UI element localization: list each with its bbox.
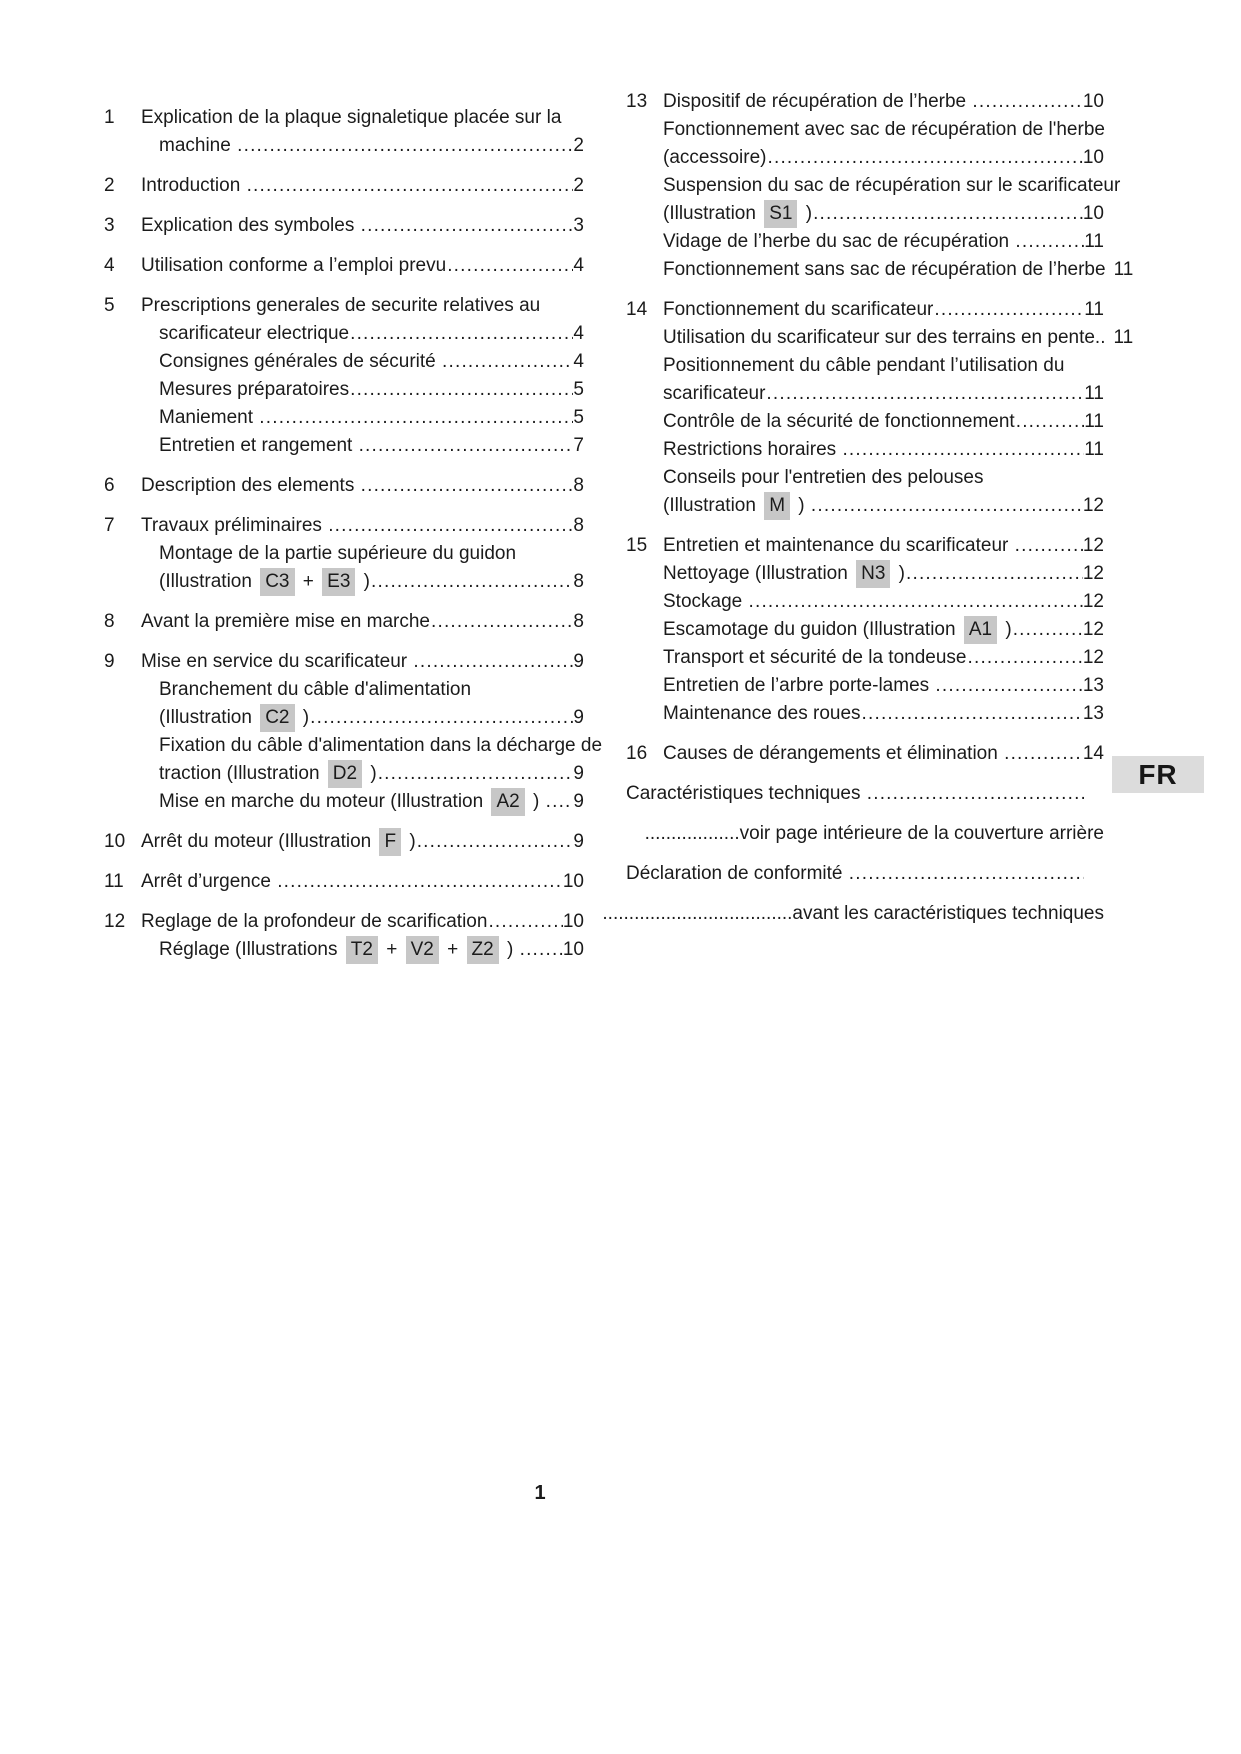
toc-text: Caractéristiques techniques bbox=[626, 783, 866, 804]
toc-line bbox=[663, 700, 1104, 728]
page-ref: 11 bbox=[1084, 439, 1104, 460]
toc-text: Branchement du câble d'alimentation bbox=[159, 679, 472, 700]
toc-text: Contrôle de la sécurité de fonctionnement bbox=[663, 411, 1015, 432]
illustration-chip: A2 bbox=[491, 788, 524, 816]
toc-line bbox=[141, 252, 584, 280]
toc-text: Restrictions horaires bbox=[663, 439, 842, 460]
toc-entry bbox=[104, 104, 584, 160]
toc-line bbox=[663, 380, 1104, 408]
toc-line bbox=[141, 908, 584, 936]
toc-text: Conseils pour l'entretien des pelouses bbox=[663, 467, 984, 488]
page-ref: 13 bbox=[1082, 703, 1104, 724]
leader-dots bbox=[412, 648, 573, 676]
toc-line bbox=[626, 780, 1104, 808]
entry-number: 4 bbox=[104, 255, 115, 276]
toc-line bbox=[141, 104, 584, 132]
toc-text: Causes de dérangements et élimination bbox=[663, 743, 1004, 764]
toc-line bbox=[663, 644, 1104, 672]
toc-line bbox=[663, 324, 1134, 352]
leader-dots bbox=[360, 472, 574, 500]
toc-entry bbox=[626, 860, 1104, 888]
page-ref: 8 bbox=[573, 571, 584, 592]
toc-line bbox=[141, 760, 584, 788]
toc-text: (Illustration bbox=[159, 571, 258, 592]
toc-line bbox=[663, 116, 1104, 144]
toc-line bbox=[663, 616, 1104, 644]
toc-text: (Illustration bbox=[159, 707, 258, 728]
toc-text: Dispositif de récupération de l’herbe bbox=[663, 91, 972, 112]
leader-dots bbox=[358, 432, 574, 460]
leader-dots bbox=[966, 644, 1082, 672]
toc-line bbox=[663, 88, 1104, 116]
illustration-chip: C3 bbox=[260, 568, 294, 596]
toc-line bbox=[663, 436, 1104, 464]
leader-dots bbox=[487, 908, 562, 936]
page-ref: 5 bbox=[573, 379, 584, 400]
leader-dots bbox=[246, 172, 574, 200]
toc-line bbox=[141, 432, 584, 460]
page-ref: 8 bbox=[573, 475, 584, 496]
leader-dots bbox=[441, 348, 573, 376]
leader-dots bbox=[416, 828, 574, 856]
toc-text: + bbox=[441, 939, 464, 960]
entry-number: 14 bbox=[626, 299, 648, 320]
toc-text: ) bbox=[1000, 619, 1012, 640]
page-ref: 4 bbox=[573, 323, 584, 344]
toc-text: scarificateur electrique bbox=[159, 323, 350, 344]
page-ref: 11 bbox=[1084, 299, 1104, 320]
leader-dots bbox=[866, 780, 1084, 808]
leader-dots bbox=[971, 88, 1082, 116]
toc-line bbox=[663, 144, 1104, 172]
leader-dots bbox=[765, 380, 1084, 408]
toc-line bbox=[141, 704, 584, 732]
toc-text: Positionnement du câble pendant l’utilisation du bbox=[663, 355, 1065, 376]
toc-text: Mise en marche du moteur (Illustration bbox=[159, 791, 489, 812]
toc-entry bbox=[104, 292, 584, 460]
toc-line bbox=[141, 472, 584, 500]
toc-text: + bbox=[380, 939, 403, 960]
toc-text: Arrêt d’urgence bbox=[141, 871, 277, 892]
page-ref: 4 bbox=[573, 351, 584, 372]
toc-text: ) bbox=[527, 791, 545, 812]
toc-line bbox=[141, 568, 584, 596]
toc-column-right bbox=[602, 88, 1134, 928]
illustration-chip: S1 bbox=[764, 200, 797, 228]
toc-text: Fonctionnement avec sac de récupération de l'herbe bbox=[663, 119, 1105, 140]
toc-line bbox=[663, 532, 1104, 560]
entry-number: 1 bbox=[104, 107, 115, 128]
illustration-chip: E3 bbox=[322, 568, 355, 596]
toc-line bbox=[141, 936, 584, 964]
page-ref: 12 bbox=[1082, 495, 1104, 516]
page-ref: 8 bbox=[573, 611, 584, 632]
toc-column-left bbox=[104, 104, 603, 964]
leader-dots bbox=[236, 132, 573, 160]
toc-text: Suspension du sac de récupération sur le scarificateur bbox=[663, 175, 1121, 196]
leader-dots bbox=[276, 868, 563, 896]
leader-dots bbox=[519, 936, 563, 964]
leader-dots bbox=[446, 252, 573, 280]
toc-text: Fonctionnement du scarificateur bbox=[663, 299, 934, 320]
page-ref: 10 bbox=[562, 911, 584, 932]
toc-text: ..................voir page intérieure de la couverture arrière bbox=[644, 823, 1104, 844]
toc-line bbox=[663, 200, 1104, 228]
page-ref: 9 bbox=[573, 791, 584, 812]
leader-dots bbox=[766, 144, 1082, 172]
toc-line bbox=[141, 828, 584, 856]
toc-line bbox=[663, 740, 1104, 768]
toc-text: Déclaration de conformité bbox=[626, 863, 848, 884]
illustration-chip: M bbox=[764, 492, 790, 520]
illustration-chip: C2 bbox=[260, 704, 294, 732]
toc-text: Entretien et maintenance du scarificateur bbox=[663, 535, 1014, 556]
toc-text: Stockage bbox=[663, 591, 748, 612]
page-ref: 13 bbox=[1082, 675, 1104, 696]
toc-text: Explication de la plaque signaletique placée sur la bbox=[141, 107, 562, 128]
leader-dots bbox=[841, 436, 1084, 464]
leader-dots bbox=[1012, 616, 1083, 644]
leader-dots bbox=[327, 512, 573, 540]
illustration-chip: T2 bbox=[346, 936, 378, 964]
illustration-chip: Z2 bbox=[467, 936, 499, 964]
toc-line bbox=[663, 296, 1104, 324]
toc-line bbox=[141, 608, 584, 636]
toc-entry bbox=[104, 648, 603, 816]
leader-dots bbox=[309, 704, 573, 732]
toc-entry bbox=[626, 296, 1134, 520]
leader-dots bbox=[258, 404, 573, 432]
toc-entry bbox=[104, 472, 584, 500]
leader-dots bbox=[377, 760, 574, 788]
toc-text: Arrêt du moteur (Illustration bbox=[141, 831, 377, 852]
toc-line bbox=[663, 172, 1121, 200]
entry-number: 11 bbox=[104, 871, 124, 892]
toc-line bbox=[663, 560, 1104, 588]
toc-text: Maniement bbox=[159, 407, 259, 428]
page-ref: 11 bbox=[1084, 383, 1104, 404]
toc-text: machine bbox=[159, 135, 237, 156]
illustration-chip: N3 bbox=[856, 560, 890, 588]
toc-text: traction (Illustration bbox=[159, 763, 325, 784]
toc-line bbox=[141, 292, 584, 320]
leader-dots bbox=[349, 320, 573, 348]
toc-entry bbox=[104, 828, 584, 856]
page-ref: 3 bbox=[573, 215, 584, 236]
toc-text: Explication des symboles bbox=[141, 215, 360, 236]
toc-line bbox=[663, 672, 1104, 700]
toc-entry bbox=[104, 172, 584, 200]
page-ref: 10 bbox=[562, 871, 584, 892]
toc-text: ) bbox=[358, 571, 371, 592]
toc-line bbox=[626, 860, 1104, 888]
toc-text: ) bbox=[793, 495, 810, 516]
toc-text: Avant la première mise en marche bbox=[141, 611, 430, 632]
toc-line bbox=[141, 320, 584, 348]
page-ref: 4 bbox=[573, 255, 584, 276]
toc-line bbox=[141, 676, 584, 704]
page-ref: 11 bbox=[1084, 411, 1104, 432]
entry-number: 16 bbox=[626, 743, 648, 764]
leader-dots bbox=[905, 560, 1083, 588]
toc-text: Nettoyage (Illustration bbox=[663, 563, 854, 584]
toc-text: scarificateur bbox=[663, 383, 766, 404]
leader-dots bbox=[349, 376, 573, 404]
page-ref: 12 bbox=[1082, 647, 1104, 668]
toc-line bbox=[141, 540, 584, 568]
illustration-chip: F bbox=[379, 828, 401, 856]
toc-text: (Illustration bbox=[663, 203, 762, 224]
entry-number: 15 bbox=[626, 535, 648, 556]
leader-dots bbox=[848, 860, 1084, 888]
page-ref: 8 bbox=[573, 515, 584, 536]
toc-entry bbox=[104, 252, 584, 280]
toc-line bbox=[602, 900, 1104, 928]
toc-line bbox=[663, 408, 1104, 436]
leader-dots bbox=[1015, 408, 1085, 436]
leader-dots bbox=[933, 296, 1084, 324]
page-ref: 2 bbox=[573, 135, 584, 156]
toc-text: Vidage de l’herbe du sac de récupération bbox=[663, 231, 1015, 252]
illustration-chip: A1 bbox=[964, 616, 997, 644]
leader-dots bbox=[1003, 740, 1083, 768]
toc-text: Fixation du câble d'alimentation dans la décharge de bbox=[159, 735, 603, 756]
toc-entry bbox=[626, 532, 1104, 728]
toc-entry bbox=[104, 908, 584, 964]
toc-text: ) bbox=[297, 707, 310, 728]
toc-text: Fonctionnement sans sac de récupération de l’herbe bbox=[663, 259, 1106, 280]
toc-line bbox=[141, 376, 584, 404]
page-ref: 2 bbox=[573, 175, 584, 196]
toc-text: Reglage de la profondeur de scarification bbox=[141, 911, 488, 932]
toc-entry bbox=[602, 900, 1104, 928]
toc-line bbox=[141, 868, 584, 896]
page-number: 1 bbox=[534, 1482, 546, 1504]
entry-number: 13 bbox=[626, 91, 648, 112]
leader-dots bbox=[1014, 228, 1084, 256]
language-badge: FR bbox=[1112, 756, 1204, 793]
toc-text: (accessoire) bbox=[663, 147, 767, 168]
leader-dots bbox=[810, 492, 1083, 520]
toc-text: Montage de la partie supérieure du guidon bbox=[159, 543, 517, 564]
leader-dots bbox=[1014, 532, 1083, 560]
toc-entry bbox=[104, 868, 584, 896]
toc-line bbox=[663, 228, 1104, 256]
toc-text: ) bbox=[893, 563, 905, 584]
page-ref: 10 bbox=[1082, 91, 1104, 112]
page-ref: 12 bbox=[1082, 591, 1104, 612]
toc-text: Entretien et rangement bbox=[159, 435, 358, 456]
entry-number: 9 bbox=[104, 651, 115, 672]
page-ref: 5 bbox=[573, 407, 584, 428]
toc-line bbox=[141, 512, 584, 540]
toc-text: Prescriptions generales de securite relatives au bbox=[141, 295, 541, 316]
page-ref: 9 bbox=[573, 763, 584, 784]
toc-text: Utilisation du scarificateur sur des terrains en pente.. bbox=[663, 327, 1106, 348]
toc-text: ) bbox=[800, 203, 813, 224]
toc-line bbox=[141, 648, 584, 676]
entry-number: 12 bbox=[104, 911, 126, 932]
toc-line bbox=[663, 352, 1104, 380]
entry-number: 3 bbox=[104, 215, 115, 236]
leader-dots bbox=[861, 700, 1083, 728]
toc-text: Maintenance des roues bbox=[663, 703, 861, 724]
page-ref: 7 bbox=[573, 435, 584, 456]
page-ref: 11 bbox=[1113, 327, 1134, 348]
toc-line bbox=[626, 820, 1104, 848]
toc-entry bbox=[104, 512, 584, 596]
page-ref: 14 bbox=[1082, 743, 1104, 764]
page-ref: 12 bbox=[1082, 619, 1104, 640]
leader-dots bbox=[934, 672, 1082, 700]
toc-line bbox=[663, 588, 1104, 616]
illustration-chip: D2 bbox=[328, 760, 362, 788]
leader-dots bbox=[360, 212, 574, 240]
entry-number: 2 bbox=[104, 175, 115, 196]
toc-line bbox=[141, 788, 584, 816]
toc-line bbox=[141, 212, 584, 240]
toc-line bbox=[141, 172, 584, 200]
toc-line bbox=[663, 256, 1134, 284]
illustration-chip: V2 bbox=[406, 936, 439, 964]
leader-dots bbox=[370, 568, 573, 596]
page-ref: 10 bbox=[562, 939, 584, 960]
toc-text: Mesures préparatoires bbox=[159, 379, 350, 400]
toc-text: ) bbox=[404, 831, 416, 852]
toc-text: (Illustration bbox=[663, 495, 762, 516]
toc-entry bbox=[626, 740, 1104, 768]
toc-text: Utilisation conforme a l’emploi prevu bbox=[141, 255, 447, 276]
page-ref: 9 bbox=[573, 831, 584, 852]
toc-text: Réglage (Illustrations bbox=[159, 939, 343, 960]
toc-entry bbox=[104, 212, 584, 240]
toc-text: + bbox=[297, 571, 320, 592]
page-ref: 11 bbox=[1084, 231, 1104, 252]
entry-number: 7 bbox=[104, 515, 115, 536]
page-ref: 11 bbox=[1113, 259, 1134, 280]
entry-number: 6 bbox=[104, 475, 115, 496]
entry-number: 8 bbox=[104, 611, 115, 632]
page-ref: 10 bbox=[1082, 147, 1104, 168]
toc-text: Consignes générales de sécurité bbox=[159, 351, 442, 372]
toc-text: ) bbox=[501, 939, 519, 960]
page-ref: 12 bbox=[1082, 535, 1104, 556]
toc-entry bbox=[626, 820, 1104, 848]
entry-number: 10 bbox=[104, 831, 126, 852]
toc-text: Introduction bbox=[141, 175, 246, 196]
toc-entry bbox=[104, 608, 584, 636]
toc-text: Transport et sécurité de la tondeuse bbox=[663, 647, 967, 668]
toc-text: Description des elements bbox=[141, 475, 360, 496]
leader-dots bbox=[748, 588, 1083, 616]
page-ref: 12 bbox=[1082, 563, 1104, 584]
toc-entry bbox=[626, 88, 1134, 284]
toc-line bbox=[141, 132, 584, 160]
leader-dots bbox=[545, 788, 574, 816]
toc-entry bbox=[626, 780, 1104, 808]
toc-line bbox=[663, 464, 1104, 492]
toc-text: Travaux préliminaires bbox=[141, 515, 328, 536]
leader-dots bbox=[812, 200, 1083, 228]
toc-text: ....................................avant les caractéristiques techniques bbox=[602, 903, 1104, 924]
toc-line bbox=[141, 732, 603, 760]
page-ref: 9 bbox=[573, 707, 584, 728]
toc-line bbox=[141, 404, 584, 432]
toc-text: Mise en service du scarificateur bbox=[141, 651, 413, 672]
leader-dots bbox=[430, 608, 573, 636]
page-ref: 9 bbox=[573, 651, 584, 672]
toc-text: ) bbox=[365, 763, 377, 784]
toc-line bbox=[141, 348, 584, 376]
page-ref: 10 bbox=[1082, 203, 1104, 224]
entry-number: 5 bbox=[104, 295, 115, 316]
toc-text: Entretien de l’arbre porte-lames bbox=[663, 675, 935, 696]
toc-line bbox=[663, 492, 1104, 520]
toc-text: Escamotage du guidon (Illustration bbox=[663, 619, 961, 640]
